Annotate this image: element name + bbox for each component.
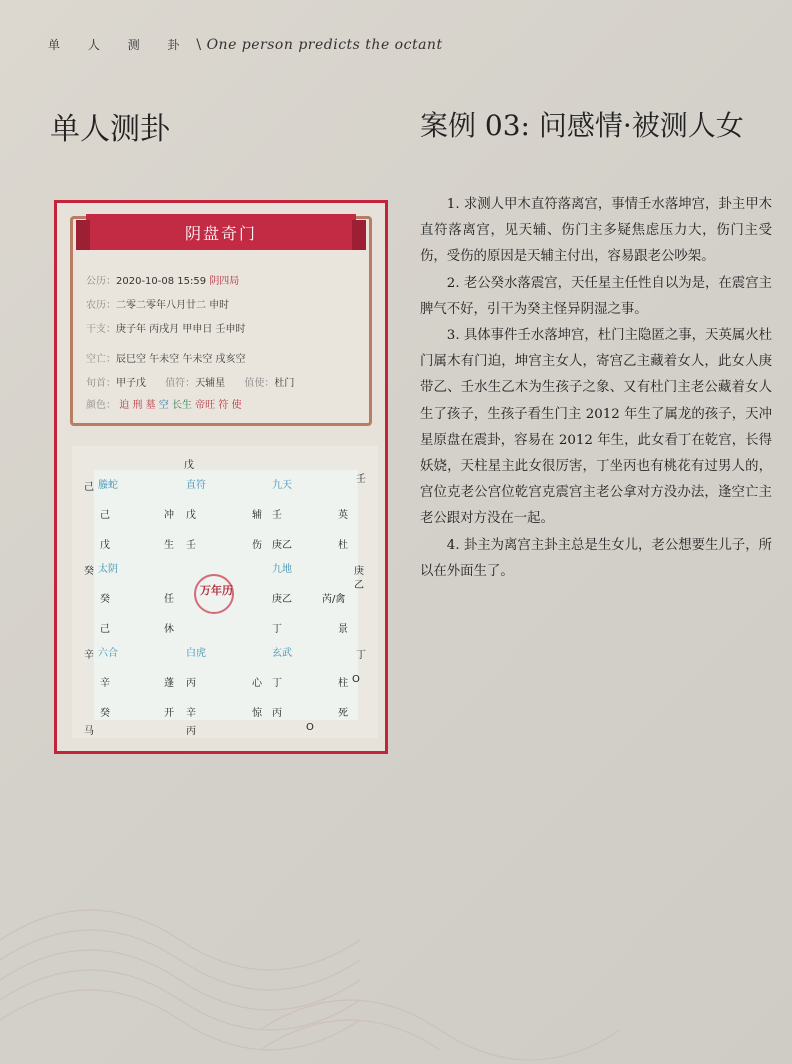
palace-1-r1b: 辅 (252, 510, 262, 521)
palace-2-r1a: 壬 (272, 510, 282, 521)
case-title: 案例 03: 问感情·被测人女 (420, 109, 744, 142)
section-title: 单人测卦 (50, 112, 170, 147)
palace-3-r2b: 休 (164, 624, 174, 635)
grid-bottom-o: O (306, 722, 314, 733)
grid-top-label: 戊 (184, 460, 194, 471)
palace-7-o-mark: O (352, 674, 360, 685)
running-header (48, 36, 443, 53)
info-row-colors: 颜色： 迫 刑 墓 空 长生 帝旺 符 使 (86, 400, 242, 411)
palace-0-r2b: 生 (164, 540, 174, 551)
palace-2-r2b: 杜 (338, 540, 348, 551)
palace-0-r1a: 己 (100, 510, 110, 521)
palace-3-god: 太阴 (98, 564, 118, 575)
palace-6-god: 白虎 (186, 648, 206, 659)
header-zh: 单 人 测 卦 (48, 38, 192, 52)
palace-4-r1a: 庚乙 (272, 594, 292, 605)
palace-3-r2a: 己 (100, 624, 110, 635)
palace-6-r2b: 惊 (252, 708, 262, 719)
palace-1-r2b: 伤 (252, 540, 262, 551)
wannianli-logo: 万年历 (200, 584, 233, 597)
palace-1-r1a: 戊 (186, 510, 196, 521)
palace-7-god: 玄武 (272, 648, 292, 659)
paragraph-4: 4. 卦主为离宫主卦主总是生女儿，老公想要生儿子，所以在外面生了。 (420, 537, 772, 579)
palace-3-r1b: 任 (164, 594, 174, 605)
grid-bottom-mid: 丙 (186, 726, 196, 737)
palace-3-r1a: 癸 (100, 594, 110, 605)
grid-right-1: 壬 (356, 474, 366, 485)
palace-2-r2a: 庚乙 (272, 540, 292, 551)
palace-1-god: 直符 (186, 480, 206, 491)
grid-left-1: 己 (84, 482, 94, 493)
case-analysis-text (420, 192, 772, 585)
palace-0-r1b: 冲 (164, 510, 174, 521)
palace-5-r1b: 蓬 (164, 678, 174, 689)
palace-6-r1a: 丙 (186, 678, 196, 689)
palace-7-r2b: 死 (338, 708, 348, 719)
paragraph-2: 2. 老公癸水落震宫，天任星主任性自以为是，在震宫主脾气不好，引干为癸主怪异阴湿之事。 (420, 275, 772, 317)
grid-left-3: 辛 (84, 650, 94, 661)
palace-0-god: 螣蛇 (98, 480, 118, 491)
info-row-kongwang: 空亡：辰巳空 午未空 午未空 戌亥空 (86, 354, 246, 365)
palace-7-r2a: 丙 (272, 708, 282, 719)
header-separator: \ (196, 37, 202, 53)
info-row-lunar: 农历：二零二零年八月廿二 申时 (86, 300, 230, 311)
palace-2-god: 九天 (272, 480, 292, 491)
palace-4-r2a: 丁 (272, 624, 282, 635)
palace-4-god: 九地 (272, 564, 292, 575)
info-row-xunshou: 旬首：甲子戊 值符：天辅星 值使：杜门 (86, 378, 295, 389)
grid-right-2: 庚 (354, 566, 364, 577)
palace-7-r1a: 丁 (272, 678, 282, 689)
info-row-solar: 公历：2020-10-08 15:59 阴四局 (86, 276, 240, 287)
grid-right-3: 乙 (354, 580, 364, 591)
grid-right-4: 丁 (356, 650, 366, 661)
paragraph-3: 3. 具体事件壬水落坤宫，杜门主隐匿之事，天英属火杜门属木有门迫，坤宫主女人，寄宫乙主藏着女人，此女人庚带乙、壬水生乙木为生孩子之象、又有杜门主老公藏着女人生了孩子，生孩子看生门主 2012 年生了属龙的孩子，天冲星原盘在震卦，容易在 2012 年生，此女看丁在乾宫，长得妖娆，天柱星主此女很厉害，丁坐丙也有桃花有过男人的，宫位克老公宫位乾宫克震宫主老公拿对方没办法，逢空亡主老公跟对方没在一起。 (420, 328, 772, 527)
palace-5-r2a: 癸 (100, 708, 110, 719)
palace-4-r1b: 芮/禽 (322, 594, 346, 605)
decorative-wave-pattern (0, 880, 792, 1064)
header-en: One person predicts the octant (206, 37, 443, 53)
palace-7-r1b: 柱 (338, 678, 348, 689)
palace-5-god: 六合 (98, 648, 118, 659)
info-row-ganzhi: 干支：庚子年 丙戌月 甲申日 壬申时 (86, 324, 246, 335)
palace-2-r1b: 英 (338, 510, 348, 521)
palace-5-r2b: 开 (164, 708, 174, 719)
paragraph-1: 1. 求测人甲木直符落离宫，事情壬水落坤宫，卦主甲木直符落离宫，见天辅、伤门主多疑焦虑压力大，伤门主受伤，受伤的原因是天辅主付出，容易跟老公吵架。 (420, 197, 772, 265)
qimen-ribbon: 阴盘奇门 (86, 214, 356, 250)
palace-1-r2a: 壬 (186, 540, 196, 551)
palace-6-r2a: 辛 (186, 708, 196, 719)
palace-4-r2b: 景 (338, 624, 348, 635)
palace-5-r1a: 辛 (100, 678, 110, 689)
palace-0-r2a: 戊 (100, 540, 110, 551)
palace-6-r1b: 心 (252, 678, 262, 689)
grid-bottom-left: 马 (84, 726, 94, 737)
grid-left-2: 癸 (84, 566, 94, 577)
